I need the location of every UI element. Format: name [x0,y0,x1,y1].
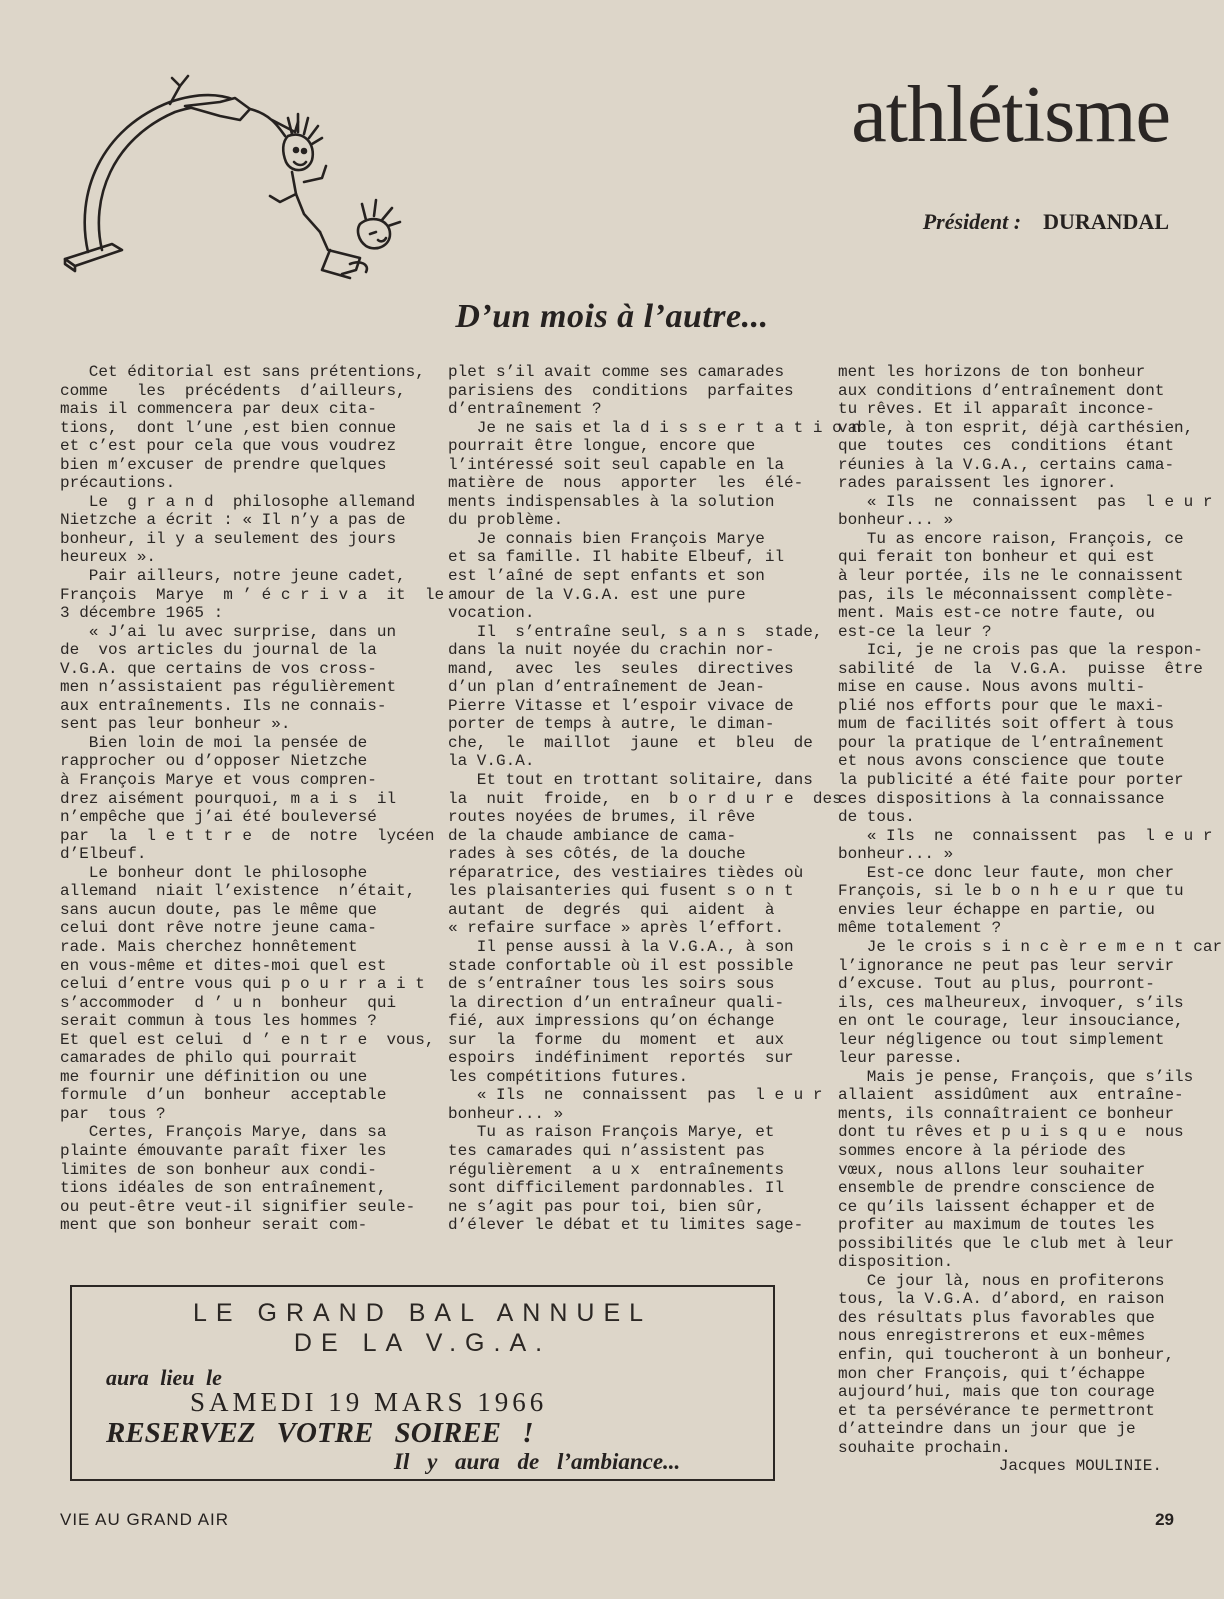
article-line: pas, ils le méconnaissent complète- [838,585,1175,604]
article-line: Le g r a n d philosophe allemand [60,492,416,511]
article-line: Le bonheur dont le philosophe [60,863,368,882]
article-line: « Ils ne connaissent pas l e u r [448,1086,823,1105]
article-line: qui ferait ton bonheur et qui est [838,548,1155,567]
article-line: rapprocher ou d’opposer Nietzche [60,752,368,771]
article-line: heureux ». [60,548,157,567]
article-line: ensemble de prendre conscience de [838,1179,1155,1198]
article-line: plié nos efforts pour que le maxi- [838,696,1165,715]
article-line: bonheur, il y a seulement des jours [60,529,397,548]
article-line: est l’aîné de sept enfants et son [448,567,765,586]
article-line: drez aisément pourquoi, m a i s il [60,789,397,808]
article-line: Mais je pense, François, que s’ils [838,1067,1194,1086]
article-line: profiter au maximum de toutes les [838,1216,1155,1235]
article-line: mand, avec les seules directives [448,659,794,678]
article-line: ou peut-être veut-il signifier seule- [60,1197,416,1216]
article-line: Bien loin de moi la pensée de [60,733,368,752]
article-line: mon cher François, qui t’échappe [838,1364,1146,1383]
article-line: précautions. [60,474,176,493]
article-line: est-ce la leur ? [838,622,992,641]
article-line: matière de nous apporter les élé- [448,474,804,493]
article-line: envies leur échappe en partie, ou [838,900,1155,919]
article-line: « refaire surface » après l’effort. [448,919,785,938]
article-line: Ce jour là, nous en profiterons [838,1271,1165,1290]
article-line: Nietzche a écrit : « Il n’y a pas de [60,511,406,530]
article-line: de s’entraîner tous les soirs sous [448,975,775,994]
article-line: « J’ai lu avec surprise, dans un [60,622,397,641]
article-line: Pair ailleurs, notre jeune cadet, [60,567,406,586]
article-column-3 [838,363,1223,1476]
article-line: amour de la V.G.A. est une pure [448,585,746,604]
article-line: aux entraînements. Ils ne connais- [60,696,387,715]
article-line: Certes, François Marye, dans sa [60,1123,387,1142]
ball-advertisement [70,1285,775,1481]
article-line: nous enregistrerons et eux-mêmes [838,1327,1146,1346]
president-name: DURANDAL [1043,209,1169,234]
article-line: mise en cause. Nous avons multi- [838,678,1146,697]
article-line: pourrait être longue, encore que [448,437,756,456]
article-line: et sa famille. Il habite Elbeuf, il [448,548,785,567]
article-line: d’élever le débat et tu limites sage- [448,1216,804,1235]
ad-announcement: aura lieu le [106,1365,222,1390]
article-line: et nous avons conscience que toute [838,752,1165,771]
article-line: autant de degrés qui aident à [448,900,775,919]
article-line: rades à ses côtés, de la douche [448,845,746,864]
article-line: ments, ils connaîtraient ce bonheur [838,1104,1175,1123]
article-line: porter de temps à autre, le diman- [448,715,775,734]
article-line: de tous. [838,808,915,827]
article-line: V.G.A. que certains de vos cross- [60,659,377,678]
article-line: camarades de philo qui pourrait [60,1049,358,1068]
article-line: la publicité a été faite pour porter [838,771,1184,790]
article-line: tu rêves. Et il apparaît inconce- [838,400,1155,419]
article-line: routes noyées de brumes, il rêve [448,808,756,827]
article-line: enfin, qui toucheront à un bonheur, [838,1345,1175,1364]
article-line: Il s’entraîne seul, s a n s stade, [448,622,823,641]
article-line: ment les horizons de ton bonheur [838,363,1146,381]
article-line: ces dispositions à la connaissance [838,789,1165,808]
article-line: celui d’entre vous qui p o u r r a i t [60,975,425,994]
article-line: l’ignorance ne peut pas leur servir [838,956,1175,975]
article-line: n’empêche que j’ai été bouleversé [60,808,377,827]
article-line: vocation. [448,604,535,623]
article-line: tions idéales de son entraînement, [60,1179,387,1198]
article-line: François Marye m ’ é c r i v a it le [60,585,445,604]
article-line: Cet éditorial est sans prétentions, [60,363,425,381]
article-line: d’un plan d’entraînement de Jean- [448,678,765,697]
article-line: mum de facilités soit offert à tous [838,715,1175,734]
article-line: possibilités que le club met à leur [838,1234,1175,1253]
article-line: Tu as raison François Marye, et [448,1123,775,1142]
article-line: sent pas leur bonheur ». [60,715,291,734]
article-line: plainte émouvante paraît fixer les [60,1141,387,1160]
ad-tagline: Il y aura de l’ambiance... [394,1449,681,1474]
article-line: aux conditions d’entraînement dont [838,381,1165,400]
ad-title-line-2: DE LA V.G.A. [293,1329,552,1357]
article-line: espoirs indéfiniment reportés sur [448,1049,794,1068]
article-line: sommes encore à la période des [838,1141,1127,1160]
article-line: Je ne sais et la d i s s e r t a t i o n [448,418,861,437]
article-line: par tous ? [60,1104,166,1123]
article-headline: D’un mois à l’autre... [455,298,769,335]
article-line: que toutes ces conditions étant [838,437,1175,456]
article-line: serait commun à tous les hommes ? [60,1012,377,1031]
article-line: disposition. [838,1253,954,1272]
article-line: parisiens des conditions parfaites [448,381,794,400]
article-line: des résultats plus favorables que [838,1308,1155,1327]
article-line: comme les précédents d’ailleurs, [60,381,406,400]
publication-name: VIE AU GRAND AIR [60,1510,230,1529]
article-line: plet s’il avait comme ses camarades [448,363,785,381]
article-line: dans la nuit noyée du crachin nor- [448,641,775,660]
article-line: ne s’agit pas pour toi, bien sûr, [448,1197,765,1216]
article-line: Tu as encore raison, François, ce [838,529,1184,548]
article-line: formule d’un bonheur acceptable [60,1086,387,1105]
article-line: s’accommoder d ’ u n bonheur qui [60,993,397,1012]
article-line: bonheur... » [838,845,954,864]
article-line: ment que son bonheur serait com- [60,1216,368,1235]
article-line: réparatrice, des vestiaires tièdes où [448,863,804,882]
article-line: ils, ces malheureux, invoquer, s’ils [838,993,1184,1012]
article-line: à François Marye et vous compren- [60,771,377,790]
article-line: d’excuse. Tout au plus, pourront- [838,975,1155,994]
article-line: bonheur... » [838,511,954,530]
article-line: ce qu’ils laissent échapper et de [838,1197,1155,1216]
section-title: athlétisme [851,71,1170,159]
article-line: et ta persévérance te permettront [838,1401,1155,1420]
article-line: tions, dont l’une ,est bien connue [60,418,397,437]
president-line [923,209,1169,235]
article-line: les plaisanteries qui fusent s o n t [448,882,794,901]
article-line: François, si le b o n h e u r que tu [838,882,1184,901]
article-line: les compétitions futures. [448,1067,689,1086]
article-line: Est-ce donc leur faute, mon cher [838,863,1175,882]
article-line: bonheur... » [448,1104,564,1123]
ad-call-to-action: RESERVEZ VOTRE SOIREE ! [106,1417,534,1449]
article-line: fié, aux impressions qu’on échange [448,1012,775,1031]
article-line: Il pense aussi à la V.G.A., à son [448,937,794,956]
article-line: me fournir une définition ou une [60,1067,368,1086]
author-signature: Jacques MOULINIE. [998,1457,1162,1476]
article-line: sont difficilement pardonnables. Il [448,1179,785,1198]
article-line: sur la forme du moment et aux [448,1030,785,1049]
article-line: en ont le courage, leur insouciance, [838,1012,1184,1031]
article-line: souhaite prochain. [838,1438,1011,1457]
article-line: tes camarades qui n’assistent pas [448,1141,765,1160]
article-line: en vous-même et dites-moi quel est [60,956,387,975]
pole-vaulter-illustration [60,74,405,289]
article-line: Pierre Vitasse et l’espoir vivace de [448,696,794,715]
article-line: stade confortable où il est possible [448,956,794,975]
article-line: vœux, nous allons leur souhaiter [838,1160,1146,1179]
article-line: Je le crois s i n c è r e m e n t car [838,937,1223,956]
president-label: Président : [922,209,1022,234]
article-line: « Ils ne connaissent pas l e u r [838,826,1213,845]
article-line: tous, la V.G.A. d’abord, en raison [838,1290,1165,1309]
article-line: l’intéressé soit seul capable en la [448,455,785,474]
page-number: 29 [1155,1510,1174,1529]
article-line: aujourd’hui, mais que ton courage [838,1383,1155,1402]
article-line: réunies à la V.G.A., certains cama- [838,455,1175,474]
article-line: rades paraissent les ignorer. [838,474,1117,493]
article-line: leur paresse. [838,1049,963,1068]
article-line: la direction d’un entraîneur quali- [448,993,785,1012]
article-line: régulièrement a u x entraînements [448,1160,785,1179]
article-line: de vos articles du journal de la [60,641,377,660]
article-line: ments indispensables à la solution [448,492,775,511]
article-line: Je connais bien François Marye [448,529,765,548]
article-line: la V.G.A. [448,752,535,771]
article-line: d’entraînement ? [448,400,602,419]
article-line: et c’est pour cela que vous voudrez [60,437,397,456]
article-line: d’atteindre dans un jour que je [838,1420,1136,1439]
article-line: 3 décembre 1965 : [60,604,224,623]
article-line: allemand niait l’existence n’était, [60,882,416,901]
article-line: la nuit froide, en b o r d u r e des [448,789,842,808]
article-line: mais il commencera par deux cita- [60,400,377,419]
article-line: ment. Mais est-ce notre faute, ou [838,604,1155,623]
article-line: sans aucun doute, pas le même que [60,900,377,919]
article-line: d’Elbeuf. [60,845,147,864]
article-line: che, le maillot jaune et bleu de [448,733,813,752]
article-line: à leur portée, ils ne le connaissent [838,567,1184,586]
article-line: pour la pratique de l’entraînement [838,733,1165,752]
article-line: du problème. [448,511,564,530]
ad-date: SAMEDI 19 MARS 1966 [190,1387,548,1417]
article-line: vable, à ton esprit, déjà carthésien, [838,418,1194,437]
article-line: « Ils ne connaissent pas l e u r [838,492,1213,511]
article-line: par la l e t t r e de notre lycéen [60,826,435,845]
article-line: de la chaude ambiance de cama- [448,826,737,845]
article-line: men n’assistaient pas régulièrement [60,678,397,697]
article-line: allaient assidûment aux entraîne- [838,1086,1184,1105]
article-column-1 [60,363,445,1235]
article-line: dont tu rêves et p u i s q u e nous [838,1123,1184,1142]
article-line: leur négligence ou tout simplement [838,1030,1165,1049]
article-line: sabilité de la V.G.A. puisse être [838,659,1203,678]
article-line: celui dont rêve notre jeune cama- [60,919,377,938]
article-line: Et tout en trottant solitaire, dans [448,771,813,790]
article-line: même totalement ? [838,919,1002,938]
article-line: limites de son bonheur aux condi- [60,1160,377,1179]
article-line: bien m’excuser de prendre quelques [60,455,387,474]
ad-title-line-1: LE GRAND BAL ANNUEL [192,1299,653,1327]
article-line: Et quel est celui d ’ e n t r e vous, [60,1030,435,1049]
article-line: rade. Mais cherchez honnêtement [60,937,358,956]
article-line: Ici, je ne crois pas que la respon- [838,641,1203,660]
article-column-2 [448,363,861,1235]
